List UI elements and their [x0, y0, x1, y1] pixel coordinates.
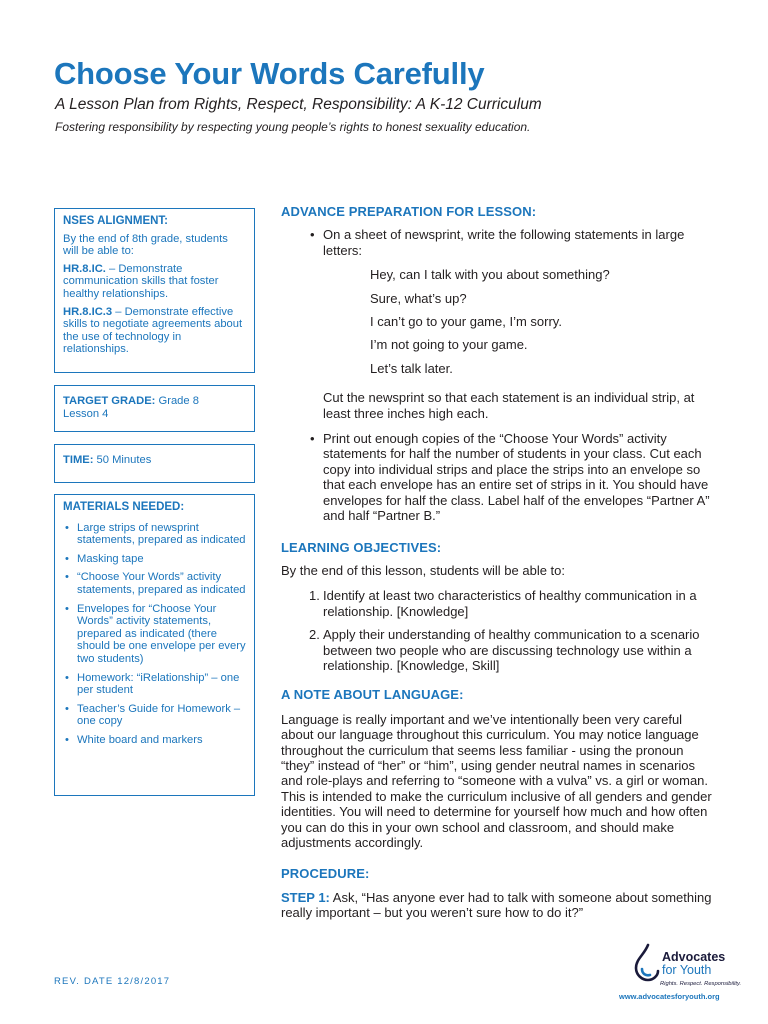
- page-tagline: Fostering responsibility by respecting young people’s rights to honest sexuality education.: [55, 120, 531, 134]
- objectives-intro: By the end of this lesson, students will be able to:: [281, 562, 566, 578]
- nses-standard: [63, 263, 246, 301]
- main-content: [281, 204, 713, 921]
- target-grade-box: [54, 385, 255, 432]
- list-item: • “Choose Your Words” activity statements, prepared as indicated: [63, 571, 246, 596]
- logo-line-2: for Youth: [662, 963, 712, 977]
- time-value: 50 Minutes: [93, 454, 152, 466]
- step-text: Ask, “Has anyone ever had to talk with someone about something really important – but you weren’t sure how to do it?”: [281, 889, 712, 921]
- nses-standard-code: HR.8.IC.3: [63, 305, 113, 318]
- revision-date: REV. DATE 12/8/2017: [54, 976, 171, 987]
- newsprint-statement: Hey, can I talk with you about something?: [370, 267, 610, 283]
- lesson-number: Lesson 4: [63, 407, 109, 420]
- list-item: • White board and markers: [63, 734, 246, 747]
- page-subtitle: A Lesson Plan from Rights, Respect, Responsibility: A K-12 Curriculum: [55, 96, 542, 113]
- water-drop-icon: [632, 943, 662, 983]
- objective-text: Apply their understanding of healthy communication to a scenario between two people who are discussing technology use within a relationship. [Knowledge, Skill]: [323, 627, 700, 673]
- list-item: [281, 227, 713, 258]
- list-item: [281, 588, 713, 619]
- newsprint-statement: I’m not going to your game.: [370, 337, 528, 353]
- objectives-list: [281, 588, 713, 673]
- nses-intro: By the end of 8th grade, students will be able to:: [63, 232, 228, 258]
- logo-tagline: Rights. Respect. Responsibility.: [660, 981, 742, 987]
- nses-heading: NSES ALIGNMENT:: [63, 215, 168, 227]
- time-label: TIME:: [63, 454, 94, 466]
- language-note-body: Language is really important and we’ve intentionally been very careful about our language throughout this curriculum. You may notice language throughout the curriculum that seems less familiar - using the pronoun “they” instead of “her” or “him”, using gender neutral names in scenarios and role-plays and referring to “someone with a vulva” vs. a girl or woman. This is intended to make the curriculum inclusive of all genders and gender identities. You will need to determine for yourself how much and how often you can do this in your own school and classroom, and should make adjustments accordingly.: [281, 711, 712, 850]
- logo-line-1: Advocates: [662, 950, 726, 964]
- cut-note: Cut the newsprint so that each statement is an individual strip, at least three inches high each.: [323, 390, 695, 421]
- list-number: 1.: [309, 588, 320, 604]
- list-item: [281, 431, 713, 523]
- advance-bullet-text: On a sheet of newsprint, write the following statements in large letters:: [323, 227, 685, 258]
- list-item: • Large strips of newsprint statements, prepared as indicated: [63, 522, 246, 547]
- procedure-heading: PROCEDURE:: [281, 866, 370, 882]
- nses-alignment-box: [54, 208, 255, 373]
- list-number: 2.: [309, 627, 320, 643]
- advance-bullet-text: Print out enough copies of the “Choose Your Words” activity statements for half the number of students in your class. Cut each copy into individual strips and place the strips into an envelope so that each envelope has an entire set of strips in it. You should have envelopes for half the class. Label half of the envelopes “Partner A” and half “Partner B.”: [323, 431, 710, 524]
- advance-prep-heading: ADVANCE PREPARATION FOR LESSON:: [281, 204, 537, 219]
- target-grade-value: Grade 8: [155, 395, 199, 407]
- objective-text: Identify at least two characteristics of healthy communication in a relationship. [Knowledge]: [323, 588, 697, 619]
- nses-standard-code: HR.8.IC.: [63, 262, 106, 275]
- bullet-icon: •: [310, 227, 315, 243]
- materials-list: [63, 522, 246, 747]
- newsprint-statement: Sure, what’s up?: [370, 290, 467, 306]
- objectives-heading: LEARNING OBJECTIVES:: [281, 539, 442, 555]
- logo-wordmark: [662, 951, 725, 977]
- step-label: STEP 1:: [281, 889, 330, 905]
- materials-box: [54, 494, 255, 796]
- list-item: • Homework: “iRelationship” – one per student: [63, 672, 246, 697]
- list-item: • Envelopes for “Choose Your Words” activity statements, prepared as indicated (there should be one envelope per every two students): [63, 603, 246, 666]
- nses-standard-text: – Demonstrate communication skills that foster healthy relationships.: [63, 262, 219, 300]
- procedure-step: [281, 890, 713, 921]
- time-box: [54, 444, 255, 483]
- newsprint-statement: I can’t go to your game, I’m sorry.: [370, 314, 562, 330]
- list-item: • Teacher’s Guide for Homework – one copy: [63, 703, 246, 728]
- list-item: • Masking tape: [63, 553, 246, 566]
- materials-heading: MATERIALS NEEDED:: [63, 501, 185, 513]
- newsprint-statement: Let’s talk later.: [370, 360, 453, 376]
- page-title: Choose Your Words Carefully: [54, 56, 485, 91]
- target-grade-label: TARGET GRADE:: [63, 395, 156, 407]
- bullet-icon: •: [310, 431, 315, 447]
- website-url: www.advocatesforyouth.org: [619, 992, 720, 1001]
- nses-standard-text: – Demonstrate effective skills to negotiate agreements about the use of technology in relationships.: [63, 305, 243, 356]
- list-item: [281, 627, 713, 673]
- nses-standard: [63, 306, 246, 356]
- language-note-heading: A NOTE ABOUT LANGUAGE:: [281, 687, 464, 703]
